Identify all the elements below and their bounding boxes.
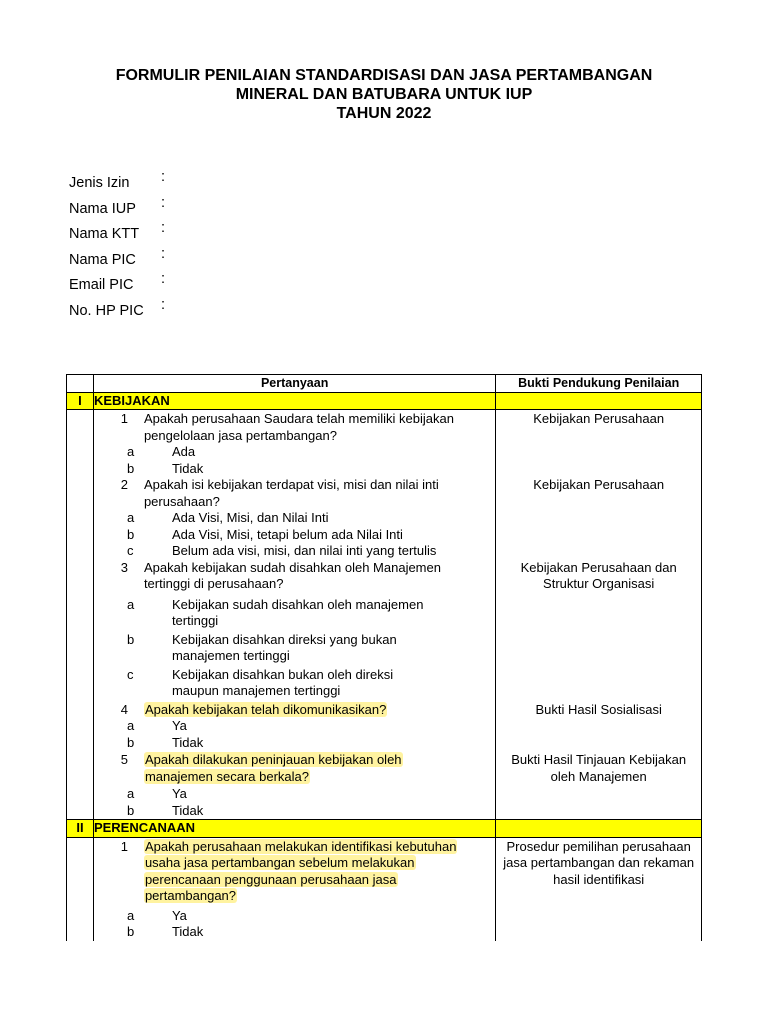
option-text: Ada bbox=[171, 444, 196, 459]
option-letter: b bbox=[126, 526, 135, 542]
option[interactable] bbox=[94, 718, 495, 735]
question-text-highlighted: Apakah kebijakan telah dikomunikasikan? bbox=[144, 701, 387, 717]
option-text: Kebijakan disahkan bukan oleh direksi maupun manajemen tertinggi bbox=[171, 666, 394, 698]
header-evidence: Bukti Pendukung Penilaian bbox=[496, 375, 702, 393]
question-number: 2 bbox=[120, 477, 128, 492]
evidence-text: Bukti Hasil Sosialisasi bbox=[535, 701, 662, 717]
evidence-text: Kebijakan Perusahaan dan Struktur Organisasi bbox=[520, 559, 677, 591]
field-colon: : bbox=[161, 220, 166, 237]
field-colon: : bbox=[161, 271, 166, 288]
option-letter: c bbox=[126, 543, 134, 558]
question bbox=[94, 411, 495, 444]
title-line-3: TAHUN 2022 bbox=[336, 105, 432, 122]
option-letter: b bbox=[126, 802, 135, 818]
option[interactable] bbox=[94, 597, 495, 630]
option-text: Ada Visi, Misi, tetapi belum ada Nilai Inti bbox=[171, 526, 403, 542]
question bbox=[94, 839, 495, 905]
field-label: Nama IUP bbox=[69, 200, 136, 217]
question-number: 4 bbox=[120, 701, 128, 717]
field-label: Nama PIC bbox=[69, 251, 136, 268]
option-letter: a bbox=[126, 718, 135, 733]
option[interactable] bbox=[94, 527, 495, 544]
option-letter: b bbox=[126, 460, 135, 476]
evidence-text: Prosedur pemilihan perusahaan jasa pertambangan dan rekaman hasil identifikasi bbox=[503, 838, 695, 887]
table-row bbox=[67, 837, 702, 941]
question-text: Apakah perusahaan Saudara telah memiliki kebijakan pengelolaan jasa pertambangan? bbox=[143, 411, 454, 443]
question-number: 5 bbox=[120, 752, 128, 767]
option-text: Tidak bbox=[171, 924, 204, 939]
option-letter: a bbox=[126, 596, 135, 612]
question-text: Apakah isi kebijakan terdapat visi, misi dan nilai inti perusahaan? bbox=[143, 477, 439, 509]
field-label: No. HP PIC bbox=[69, 302, 144, 319]
option-text: Ada Visi, Misi, dan Nilai Inti bbox=[171, 510, 329, 525]
option-text: Kebijakan sudah disahkan oleh manajemen tertinggi bbox=[171, 596, 424, 628]
table-row bbox=[67, 410, 702, 478]
header-question: Pertanyaan bbox=[93, 375, 495, 393]
question-number: 1 bbox=[120, 411, 128, 426]
form-title bbox=[0, 66, 768, 123]
question-text: Apakah kebijakan sudah disahkan oleh Manajemen tertinggi di perusahaan? bbox=[143, 559, 441, 591]
option-text: Belum ada visi, misi, dan nilai inti yang tertulis bbox=[171, 543, 437, 558]
option[interactable] bbox=[94, 510, 495, 527]
section-title: PERENCANAAN bbox=[93, 820, 495, 838]
question-number: 1 bbox=[120, 838, 128, 854]
option-letter: b bbox=[126, 734, 135, 750]
option[interactable] bbox=[94, 786, 495, 803]
field-label: Jenis Izin bbox=[69, 175, 130, 191]
field-colon: : bbox=[161, 194, 166, 211]
question-text-highlighted: Apakah dilakukan peninjauan kebijakan oleh manajemen secara berkala? bbox=[144, 752, 402, 784]
section-number: II bbox=[67, 820, 94, 838]
question bbox=[94, 702, 495, 719]
section-title: KEBIJAKAN bbox=[93, 392, 495, 410]
option-letter: c bbox=[126, 666, 134, 682]
option[interactable] bbox=[94, 461, 495, 478]
option[interactable] bbox=[94, 632, 495, 665]
option-text: Ya bbox=[171, 718, 187, 733]
field-colon: : bbox=[161, 296, 166, 313]
option[interactable] bbox=[94, 803, 495, 820]
section-evidence-cell bbox=[496, 820, 702, 838]
header-num-cell bbox=[67, 375, 94, 393]
option-letter: a bbox=[126, 510, 135, 525]
section-row-perencanaan bbox=[67, 820, 702, 838]
table-row bbox=[67, 477, 702, 560]
section-row-kebijakan bbox=[67, 392, 702, 410]
option-letter: b bbox=[126, 631, 135, 647]
option-letter: a bbox=[126, 786, 135, 801]
option[interactable] bbox=[94, 924, 495, 941]
evidence-text: Bukti Hasil Tinjauan Kebijakan oleh Manajemen bbox=[511, 752, 687, 784]
section-evidence-cell bbox=[496, 392, 702, 410]
evidence-text: Kebijakan Perusahaan bbox=[533, 411, 665, 426]
option[interactable] bbox=[94, 444, 495, 461]
assessment-table bbox=[66, 374, 702, 941]
question bbox=[94, 752, 495, 785]
question-number: 3 bbox=[120, 559, 128, 575]
option[interactable] bbox=[94, 667, 495, 700]
option-letter: a bbox=[126, 444, 135, 459]
question-text-highlighted: Apakah perusahaan melakukan identifikasi kebutuhan usaha jasa pertambangan sebelum melakukan perencanaan penggunaan perusahaan jasa pertambangan? bbox=[144, 838, 457, 903]
evidence-text: Kebijakan Perusahaan bbox=[533, 477, 665, 492]
option-text: Ya bbox=[171, 907, 187, 923]
option-text: Tidak bbox=[171, 802, 204, 818]
option[interactable] bbox=[94, 908, 495, 925]
table-row bbox=[67, 560, 702, 702]
option[interactable] bbox=[94, 543, 495, 560]
table-header bbox=[67, 375, 702, 393]
title-line-1: FORMULIR PENILAIAN STANDARDISASI DAN JASA PERTAMBANGAN bbox=[115, 67, 653, 84]
option-text: Ya bbox=[171, 786, 187, 801]
option-text: Tidak bbox=[171, 734, 204, 750]
option-text: Tidak bbox=[171, 460, 204, 476]
field-label: Email PIC bbox=[69, 277, 134, 294]
field-colon: : bbox=[161, 169, 166, 185]
table-row bbox=[67, 751, 702, 820]
question bbox=[94, 560, 495, 593]
field-colon: : bbox=[161, 245, 166, 262]
table-row bbox=[67, 702, 702, 752]
title-line-2: MINERAL DAN BATUBARA UNTUK IUP bbox=[235, 86, 533, 103]
section-number: I bbox=[67, 392, 94, 410]
option-letter: b bbox=[126, 924, 135, 939]
option-text: Kebijakan disahkan direksi yang bukan manajemen tertinggi bbox=[171, 631, 397, 663]
question bbox=[94, 477, 495, 510]
field-label: Nama KTT bbox=[69, 226, 140, 243]
option[interactable] bbox=[94, 735, 495, 752]
option-letter: a bbox=[126, 907, 135, 923]
